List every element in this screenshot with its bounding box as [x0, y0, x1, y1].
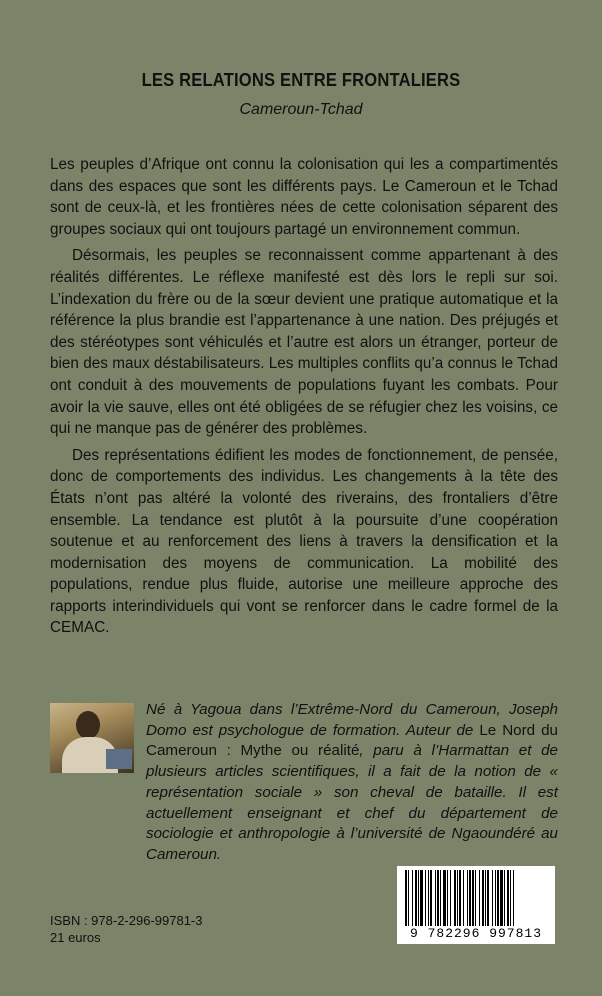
blurb [50, 154, 558, 644]
barcode-bar [507, 870, 509, 926]
barcode-bar [447, 870, 448, 926]
barcode-number: 9 782296 997813 [409, 926, 543, 941]
barcode-bar [513, 870, 514, 926]
barcode-bar [428, 870, 429, 926]
book-subtitle: Cameroun-Tchad [239, 101, 363, 118]
barcode-bar [440, 870, 441, 926]
barcode-bar [425, 870, 426, 926]
barcode-bar [454, 870, 456, 926]
isbn-block [50, 912, 202, 946]
barcode-bar [475, 870, 476, 926]
blurb-paragraph-2: Désormais, les peuples se reconnaissent comme appartenant à des réalités différentes. Le réflexe manifesté est dès lors le repli sur soi. L’indexation du frère ou de la sœur devient une pratique automatique et la référence la plus brandie est l’appartenance à une nation. Des préjugés et des stéréotypes sont véhiculés et l’autre est alors un étranger, porteur de bien des maux déstabilisateurs. Les multiples conflits qu’a connus le Tchad ont conduit à des mouvements de populations fuyant les combats. Pour avoir la vie sauve, elles ont été obligées de se réfugier chez les voisins, ce qui ne manque pas de générer des problèmes. [50, 247, 558, 438]
barcode-bar [450, 870, 451, 926]
barcode-bar [435, 870, 436, 926]
barcode-bar [467, 870, 468, 926]
barcode-bar [457, 870, 458, 926]
author-head-shape [76, 711, 100, 739]
author-bio [146, 700, 558, 866]
author-photo [50, 703, 134, 773]
barcode-bar [485, 870, 486, 926]
blurb-paragraph-1: Les peuples d’Afrique ont connu la colonisation qui les a compartimentés dans des espaces que sont les différents pays. Le Cameroun et le Tchad sont de ceux-là, et les frontières nées de cette colonisation séparent des groupes sociaux qui ont toujours partagé un environnement commun. [50, 156, 558, 238]
barcode-bar [443, 870, 446, 926]
barcode-bar [472, 870, 474, 926]
barcode-bar [492, 870, 493, 926]
barcode-bar [482, 870, 484, 926]
isbn: ISBN : 978-2-296-99781-3 [50, 913, 203, 928]
barcode-bar [479, 870, 480, 926]
barcode [397, 866, 555, 944]
laptop-shape [106, 749, 132, 769]
barcode-bar [500, 870, 503, 926]
barcode-bar [495, 870, 496, 926]
barcode-bar [415, 870, 417, 926]
barcode-bar [497, 870, 499, 926]
author-bio-part-1: Né à Yagoua dans l’Extrême-Nord du Cameroun, Joseph Domo est psychologue de formation. Auteur de [146, 701, 558, 739]
barcode-bar [437, 870, 439, 926]
price: 21 euros [50, 930, 101, 945]
barcode-bar [430, 870, 432, 926]
barcode-bar [408, 870, 409, 926]
barcode-bar [510, 870, 511, 926]
blurb-paragraph-3: Des représentations édifient les modes de fonctionnement, de pensée, donc de comportements des individus. Les changements à la tête des États n’ont pas altéré la volonté des riverains, des frontaliers d’être ensemble. La tendance est plutôt à la poursuite d’une coopération soutenue et au renforcement des liens à travers la densification et la modernisation des moyens de communication. La mobilité des populations, rendue plus fluide, autorise une meilleure approche des rapports interindividuels qui vont se renforcer dans le cadre formel de la CEMAC. [50, 446, 558, 637]
barcode-bar [412, 870, 413, 926]
barcode-bar [463, 870, 464, 926]
barcode-bar [469, 870, 471, 926]
barcode-bar [420, 870, 423, 926]
author-bio-part-2: , paru à l’Harmattan et de plusieurs articles scientifiques, il a fait de la notion de « représentation sociale » son cheval de bataille. Il est actuellement enseignant et chef du département de sociologie et anthropologie à l’université de Ngaoundéré au Cameroun. [146, 742, 558, 863]
barcode-bar [418, 870, 419, 926]
barcode-bar [459, 870, 461, 926]
author-book-title: Le Nord du Cameroun : Mythe ou réalité [146, 721, 558, 760]
book-title: LES RELATIONS ENTRE FRONTALIERS [141, 70, 461, 90]
barcode-bar [504, 870, 505, 926]
barcode-bars-icon [405, 870, 547, 926]
barcode-bar [487, 870, 489, 926]
barcode-bar [405, 870, 407, 926]
